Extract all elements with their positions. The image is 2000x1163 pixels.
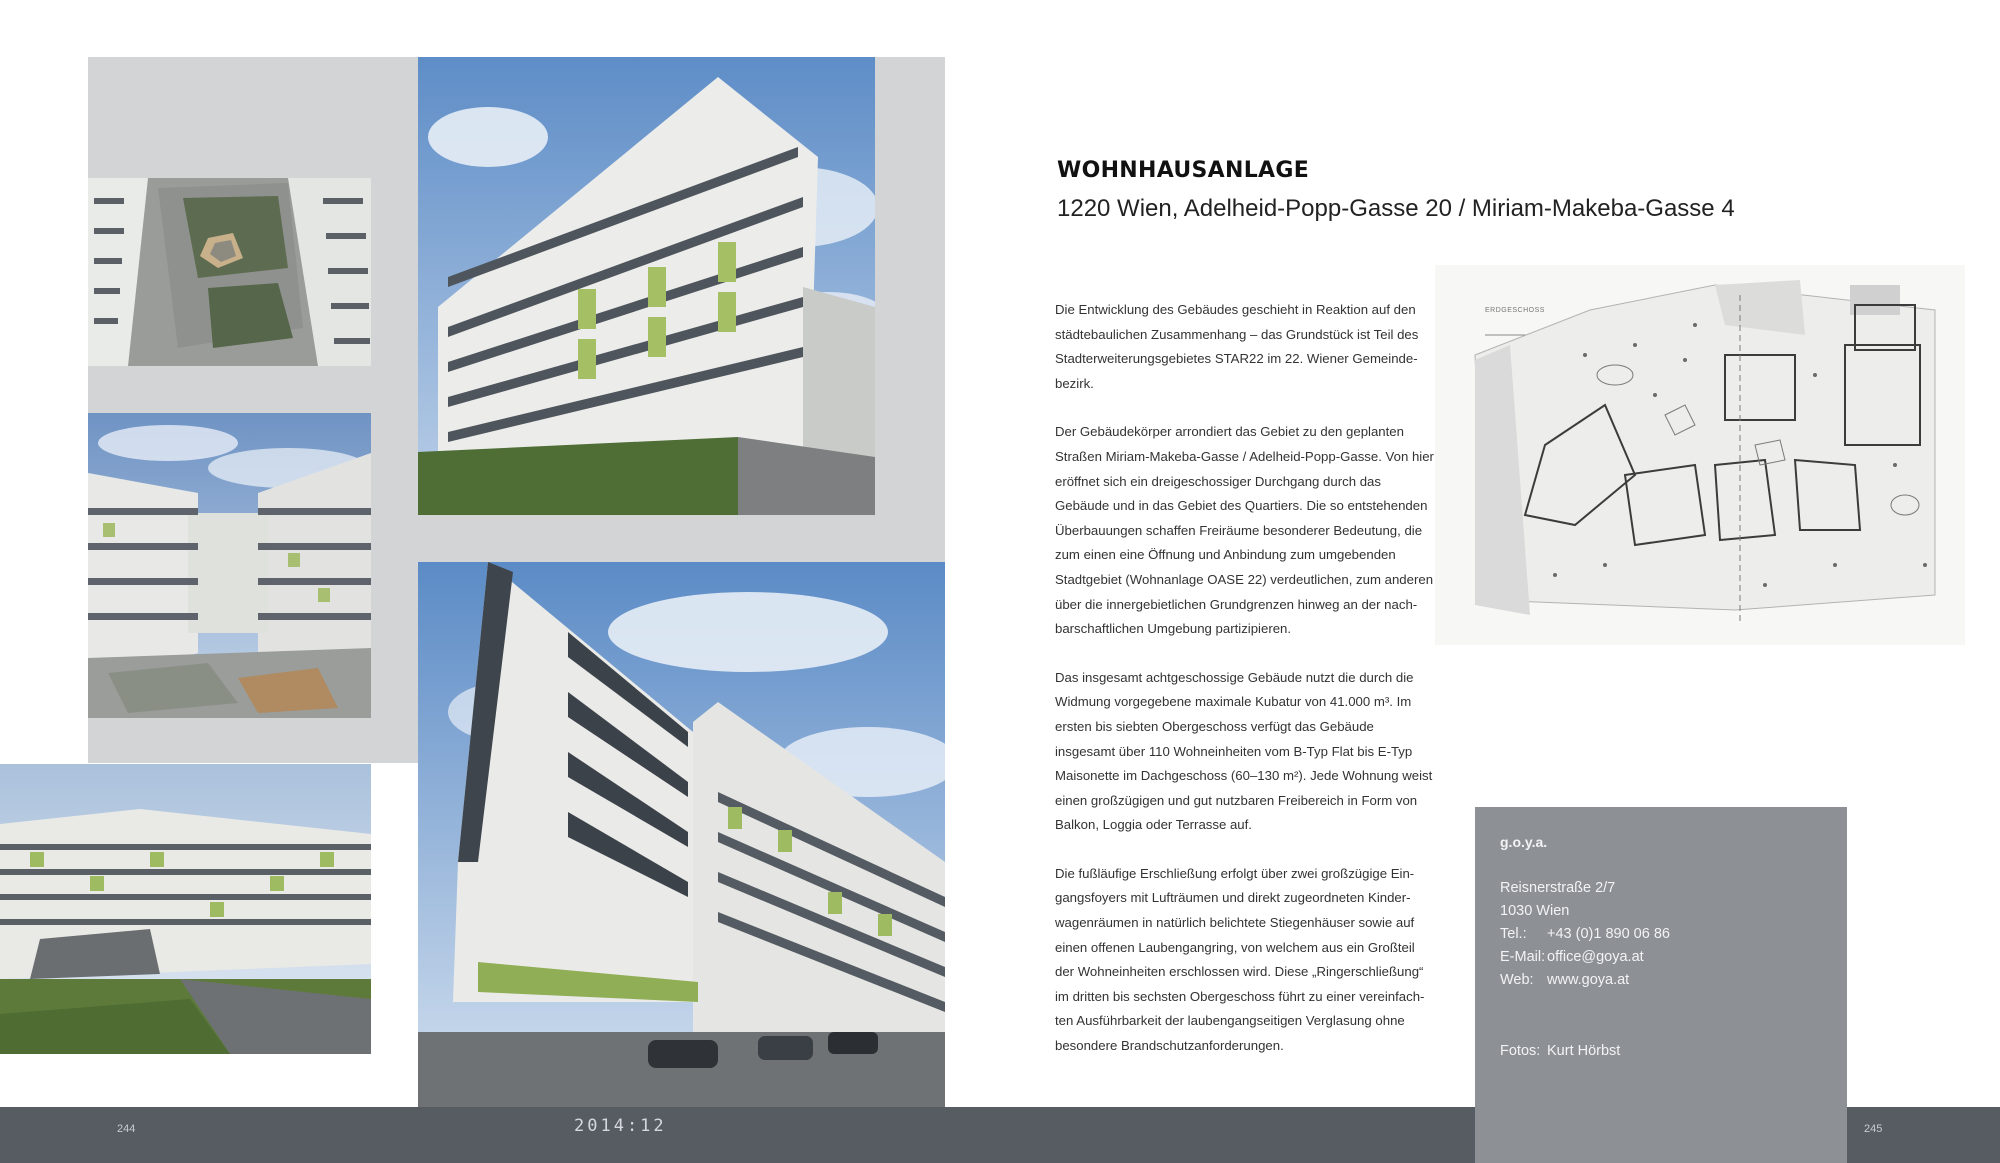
- email-link[interactable]: office@goya.at: [1547, 949, 1644, 965]
- photo-credit-label: Fotos:: [1500, 1043, 1541, 1059]
- footer-bar-right: [1847, 1107, 2000, 1163]
- building-corner-photo: [418, 562, 945, 1107]
- building-facade-photo: [418, 57, 875, 515]
- project-address: 1220 Wien, Adelheid-Popp-Gasse 20 / Miriam-Makeba-Gasse 4: [1057, 195, 1735, 222]
- body-paragraph-1: Die Entwicklung des Gebäudes geschieht in Reaktion auf den städtebaulichen Zusammenhang – das Grundstück ist Teil des Stadterweiterungsgebietes STAR22 im 22. Wiener Gemeinde-bezirk.: [1055, 302, 1419, 391]
- street-view-photo: [0, 764, 371, 1054]
- architect-city: 1030 Wien: [1500, 903, 1570, 919]
- architect-email-row: [1500, 946, 1670, 969]
- floor-plan-label: ERDGESCHOSS: [1485, 307, 1545, 314]
- architect-contact: [1500, 877, 1670, 992]
- courtyard-aerial-photo: [88, 178, 371, 366]
- page-number-right: 245: [1864, 1123, 1883, 1135]
- architect-info-box: [1475, 807, 1847, 1163]
- issue-number: 2014:12: [574, 1116, 667, 1136]
- body-text-column: [1055, 298, 1435, 1059]
- body-paragraph-4: Die fußläufige Erschließung erfolgt über zwei großzügige Ein-gangsfoyers mit Lufträumen und direkt zugeordneten Kinder-wagenräumen in natürlich belichtete Stiegenhäuser sowie auf einen offenen Laubengangring, von welchem aus ein Großteil der Wohneinheiten erschlossen wird. Diese „Ringerschließung“ im dritten bis sechsten Obergeschoss führt zu einer vereinfach-ten Ausführbarkeit der laubengangseitigen Verglasung ohne besondere Brandschutzanforderungen.: [1055, 865, 1425, 1054]
- web-label: Web:: [1500, 972, 1534, 988]
- body-paragraph-2: Der Gebäudekörper arrondiert das Gebiet zu den geplanten Straßen Miriam-Makeba-Gasse / Adelheid-Popp-Gasse. Von hier eröffnet sich ein dreigeschossiger Durchgang durch das Gebäude und in das Gebiet des Quartiers. Die so entstehenden Überbauungen schaffen Freiräume besonderer Bedeutung, die zum einen eine Öffnung und Anbindung zum umgebenden Stadtgebiet (Wohnanlage OASE 22) verdeutlichen, zum anderen über die innergebietlichen Grundgrenzen hinweg an der nach-barschaftlichen Umgebung partizipieren.: [1055, 424, 1434, 637]
- tel-value: +43 (0)1 890 06 86: [1547, 926, 1670, 942]
- architect-web-row: [1500, 969, 1670, 992]
- architect-street: Reisnerstraße 2/7: [1500, 880, 1616, 896]
- web-link[interactable]: www.goya.at: [1547, 972, 1630, 988]
- architect-name: g.o.y.a.: [1500, 834, 1548, 850]
- footer-bar: [0, 1107, 1475, 1163]
- floor-plan-drawing: [1435, 265, 1965, 645]
- architect-tel-row: [1500, 923, 1670, 946]
- floor-plan: [1435, 265, 1965, 645]
- photographer-name: Kurt Hörbst: [1547, 1043, 1621, 1059]
- tel-label: Tel.:: [1500, 926, 1527, 942]
- project-title: WOHNHAUSANLAGE: [1057, 158, 1310, 183]
- email-label: E-Mail:: [1500, 949, 1546, 965]
- body-paragraph-3: Das insgesamt achtgeschossige Gebäude nutzt die durch die Widmung vorgegebene maximale Kubatur von 41.000 m³. Im ersten bis siebten Obergeschoss verfügt das Gebäude insgesamt über 110 Wohneinheiten vom B-Typ Flat bis E-Typ Maisonette im Dachgeschoss (60–130 m²). Jede Wohnung weist einen großzügigen und gut nutzbaren Freibereich in Form von Balkon, Loggia oder Terrasse auf.: [1055, 669, 1433, 833]
- page-number-left: 244: [117, 1123, 136, 1135]
- photo-credit-row: [1500, 1040, 1620, 1063]
- courtyard-perspective-photo: [88, 413, 371, 718]
